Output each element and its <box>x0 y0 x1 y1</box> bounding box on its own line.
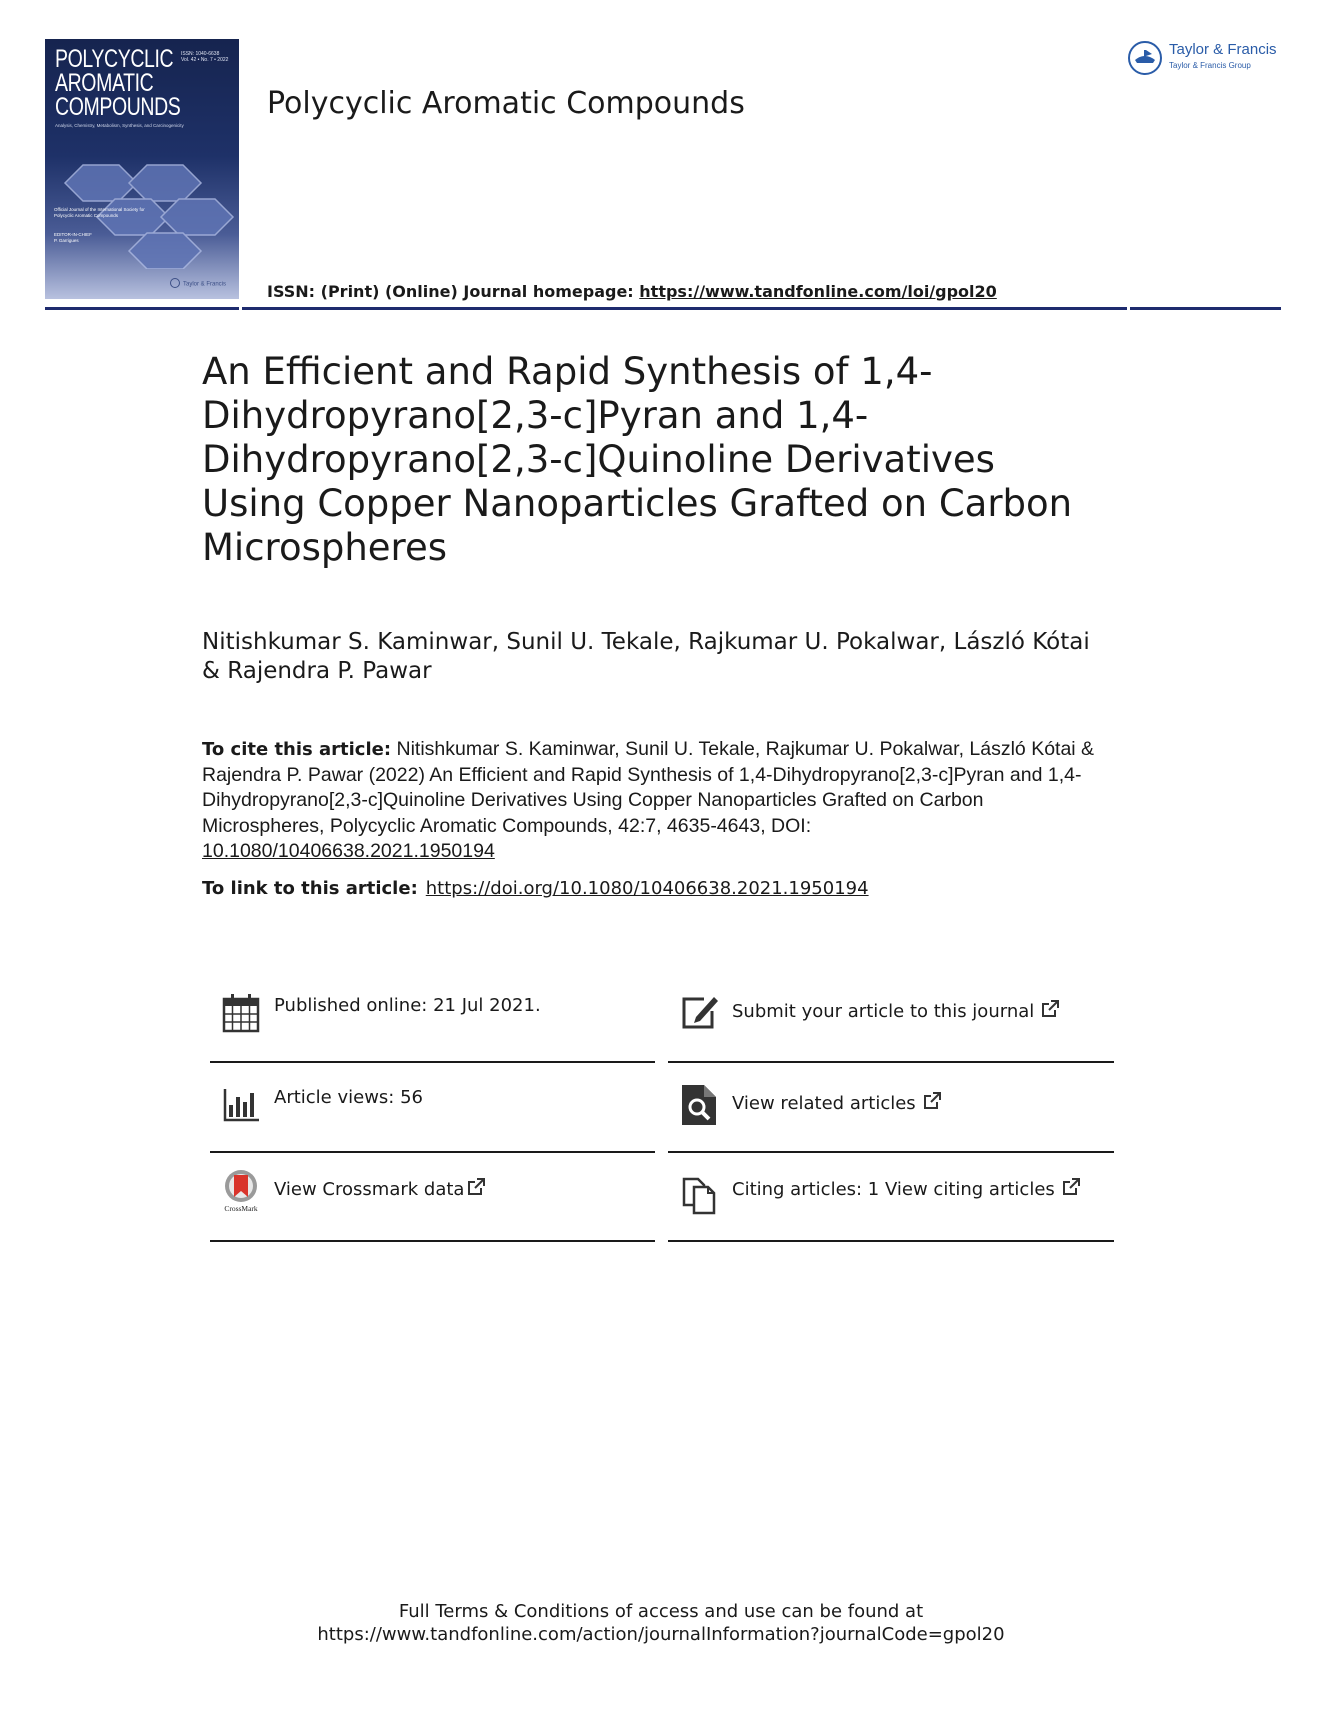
crossmark-box[interactable] <box>210 1157 655 1245</box>
cover-title <box>55 47 180 119</box>
footer-terms-link[interactable]: https://www.tandfonline.com/action/journalInformation?journalCode=gpol20 <box>317 1624 1005 1645</box>
box-divider <box>668 1151 1114 1153</box>
related-articles-box[interactable] <box>668 1067 1114 1155</box>
cover-issn <box>181 51 235 63</box>
cite-label: To cite this article: <box>202 739 392 760</box>
box-divider <box>210 1240 655 1242</box>
footer-line-1: Full Terms & Conditions of access and use can be found at <box>398 1601 924 1622</box>
box-divider <box>210 1061 655 1063</box>
published-online-box <box>210 975 655 1063</box>
issn-text: ISSN: (Print) (Online) Journal homepage: <box>267 282 640 301</box>
citing-articles-link[interactable] <box>732 1177 1081 1200</box>
cover-subtitle: Analysis, Chemistry, Metabolism, Synthesis, and Carcinogenicity <box>55 123 184 128</box>
issn-homepage-line <box>267 282 997 301</box>
cover-publisher-text: Taylor & Francis <box>183 281 227 288</box>
article-views-box <box>210 1067 655 1155</box>
header-divider <box>45 307 1281 310</box>
publisher-group: Taylor & Francis Group <box>1169 61 1251 70</box>
cover-organization: Official Journal of the International Society for Polycyclic Aromatic Compounds <box>54 207 145 218</box>
cover-issn-text: ISSN: 1040-6638 <box>181 51 220 57</box>
journal-homepage-link[interactable]: https://www.tandfonline.com/loi/gpol20 <box>639 282 997 301</box>
cover-editor <box>54 232 154 244</box>
article-doi-link[interactable]: https://doi.org/10.1080/10406638.2021.1950194 <box>425 878 869 899</box>
divider-gap <box>1127 306 1130 311</box>
copy-documents-icon <box>680 1175 718 1215</box>
box-divider <box>668 1240 1114 1242</box>
document-search-icon <box>680 1085 718 1125</box>
link-label: To link to this article: <box>202 878 418 899</box>
citing-articles-text: Citing articles: 1 View citing articles <box>732 1179 1055 1200</box>
journal-cover-image <box>45 39 239 299</box>
external-link-icon <box>1061 1177 1081 1197</box>
calendar-icon <box>222 993 260 1033</box>
cover-editor-label: EDITOR-IN-CHIEF <box>54 232 92 237</box>
box-divider <box>668 1061 1114 1063</box>
related-articles-link[interactable] <box>732 1091 942 1114</box>
article-authors: Nitishkumar S. Kaminwar, Sunil U. Tekale, Rajkumar U. Pokalwar, László Kótai & Rajendra P. Pawar <box>202 629 1090 684</box>
terms-footer <box>0 1600 1322 1646</box>
submit-article-text: Submit your article to this journal <box>732 1001 1035 1022</box>
cite-doi-link[interactable]: 10.1080/10406638.2021.1950194 <box>202 840 495 862</box>
article-link-line <box>202 878 869 899</box>
cite-text: Nitishkumar S. Kaminwar, Sunil U. Tekale, Rajkumar U. Pokalwar, László Kótai & Rajendra P. Pawar (2022) An Efficient and Rapid Synthesis of 1,4-Dihydropyrano[2,3-c]Pyran and 1,4-Dihydropyrano[2,3-c]Quinoline Derivatives Using Copper Nanoparticles Grafted on Carbon Microspheres, Polycyclic Aromatic Compounds, 42:7, 4635-4643, DOI: <box>202 738 1095 837</box>
cover-volume-text: Vol. 42 • No. 7 • 2022 <box>181 57 229 63</box>
citation-block <box>202 737 1102 865</box>
external-link-icon <box>1040 999 1060 1019</box>
external-link-icon <box>922 1091 942 1111</box>
crossmark-text: View Crossmark data <box>274 1179 465 1200</box>
crossmark-logo-text: CrossMark <box>224 1204 258 1213</box>
article-views-text: Article views: 56 <box>274 1087 423 1108</box>
publisher-name: Taylor & Francis <box>1169 41 1277 58</box>
published-online-text: Published online: 21 Jul 2021. <box>274 995 541 1016</box>
divider-gap <box>239 306 242 311</box>
citing-articles-box[interactable] <box>668 1157 1114 1245</box>
submit-article-link[interactable] <box>732 999 1060 1022</box>
box-divider <box>210 1151 655 1153</box>
article-title: An Efficient and Rapid Synthesis of 1,4-Dihydropyrano[2,3-c]Pyran and 1,4-Dihydropyrano[2,3-c]Quinoline Derivatives Using Copper Nanoparticles Grafted on Carbon Microspheres <box>202 350 1073 569</box>
submit-article-box[interactable] <box>668 975 1114 1063</box>
cover-title-line: POLYCYCLIC <box>55 45 174 73</box>
crossmark-link[interactable] <box>274 1177 486 1200</box>
journal-name: Polycyclic Aromatic Compounds <box>267 86 745 121</box>
cover-title-line: AROMATIC <box>55 69 154 97</box>
cover-editor-name: P. Garrigues <box>54 238 79 243</box>
crossmark-logo-icon <box>222 1169 260 1213</box>
hexagon-pattern-icon <box>45 139 239 269</box>
edit-icon <box>680 993 718 1033</box>
cover-publisher-logo-icon <box>169 277 233 289</box>
bar-chart-icon <box>222 1085 260 1125</box>
cover-title-line: COMPOUNDS <box>55 93 181 121</box>
related-articles-text: View related articles <box>732 1093 916 1114</box>
external-link-icon <box>466 1177 486 1197</box>
